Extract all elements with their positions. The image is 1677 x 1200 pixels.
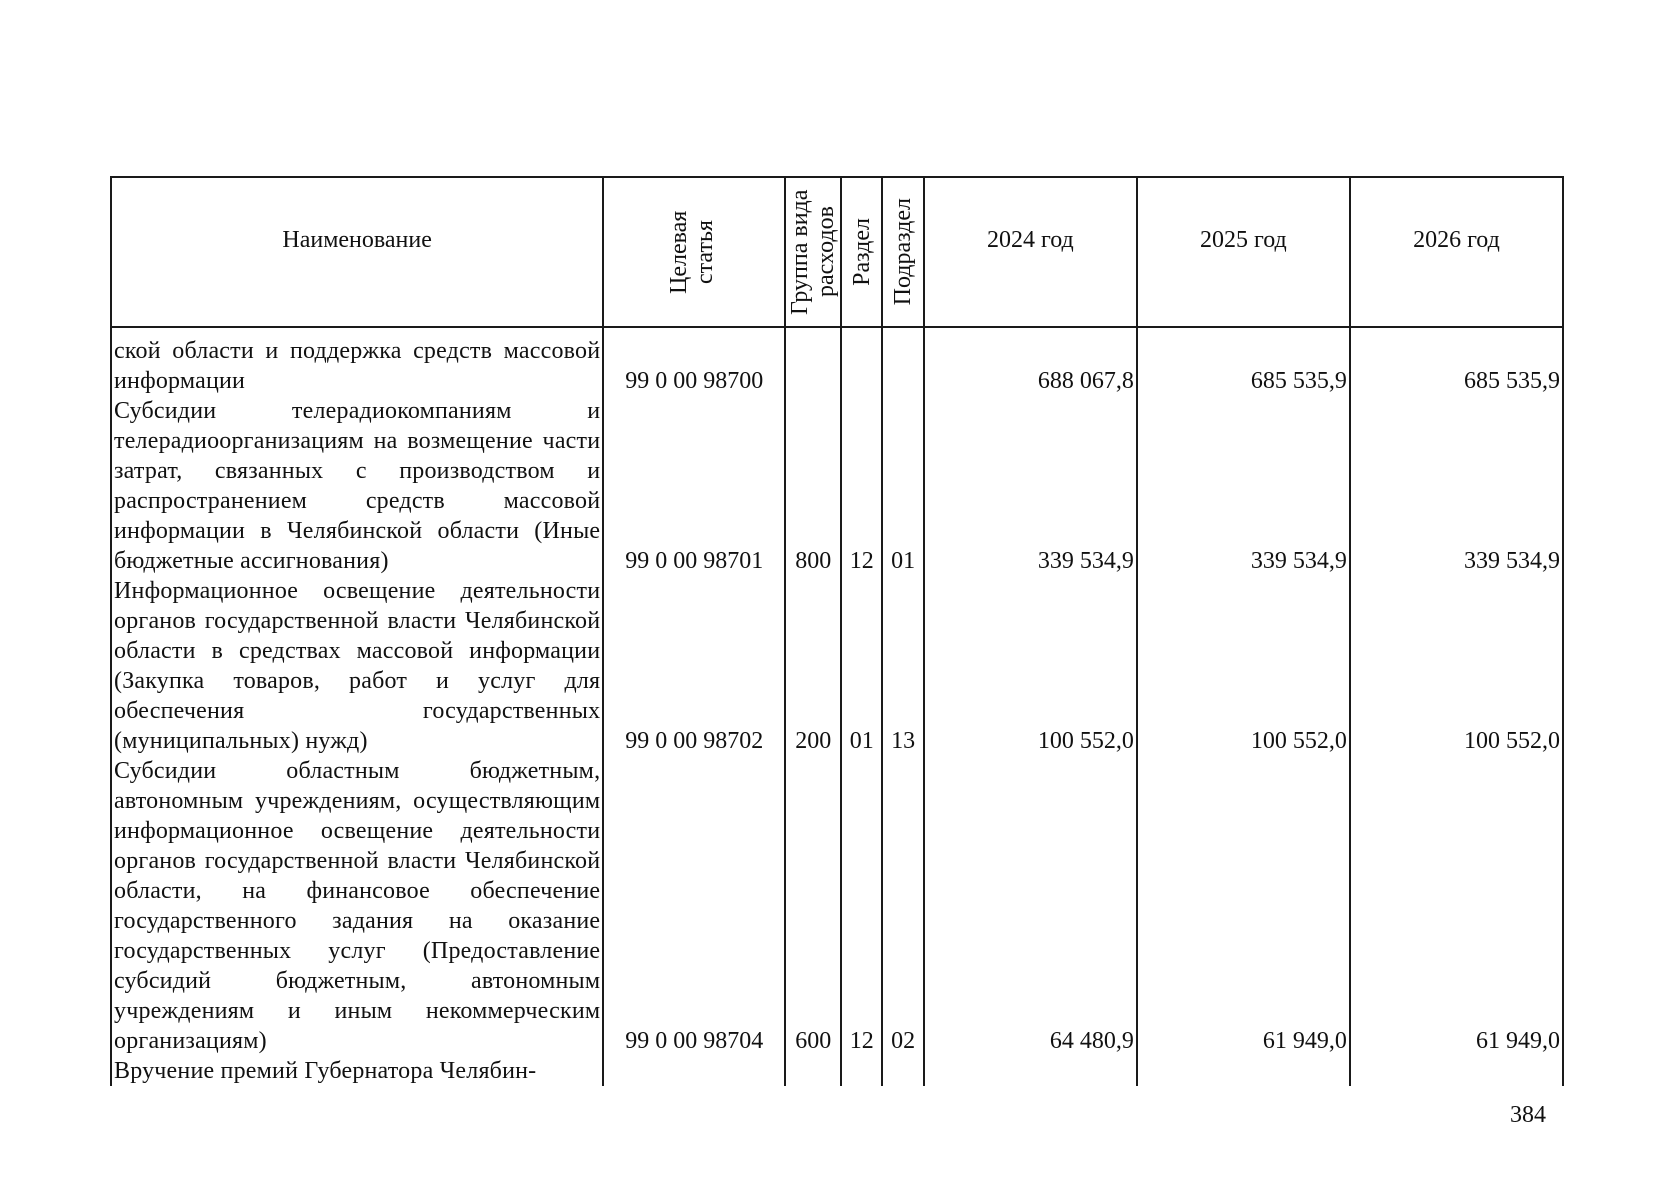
table-row: [111, 1056, 1563, 1086]
row-code: 99 0 00 98700: [603, 336, 785, 396]
row-name: Субсидии областным бюджетным, автономным учреждениям, осуществляющим информационное освещение деятельности органов государственной власти Челябинской области, на финансовое обеспечение государственного задания на оказание государственных услуг (Предоставление субсидий бюджетным, автономным учреждениям и иным некоммерческим организациям): [111, 756, 603, 1056]
header-name: [111, 177, 603, 327]
header-name-label: Наименование: [282, 227, 432, 253]
row-subsection: 01: [882, 396, 923, 576]
table-gap-row: [111, 327, 1563, 336]
row-section: [841, 336, 882, 396]
row-2026: 685 535,9: [1350, 336, 1563, 396]
row-group: [785, 1056, 841, 1086]
row-2026: 61 949,0: [1350, 756, 1563, 1056]
header-target-article-label: Целевая статья: [666, 210, 719, 294]
row-2025: 685 535,9: [1137, 336, 1350, 396]
row-2025: 100 552,0: [1137, 576, 1350, 756]
header-subsection: [882, 177, 923, 327]
row-2024: 64 480,9: [924, 756, 1137, 1056]
row-2026: 100 552,0: [1350, 576, 1563, 756]
row-group: 800: [785, 396, 841, 576]
row-code: [603, 1056, 785, 1086]
table-row: [111, 336, 1563, 396]
row-name: ской области и поддержка средств массовой информации: [111, 336, 603, 396]
row-section: 12: [841, 756, 882, 1056]
header-2026-label: 2026 год: [1413, 227, 1500, 253]
header-2025: [1137, 177, 1350, 327]
budget-table: [110, 176, 1564, 1086]
header-expense-group: [785, 177, 841, 327]
row-name: Субсидии телерадиокомпаниям и телерадиоорганизациям на возмещение части затрат, связанных с производством и распространением средств массовой информации в Челябинской области (Иные бюджетные ассигнования): [111, 396, 603, 576]
table-row: [111, 576, 1563, 756]
row-2024: 688 067,8: [924, 336, 1137, 396]
row-section: 12: [841, 396, 882, 576]
row-subsection: [882, 336, 923, 396]
row-2024: 339 534,9: [924, 396, 1137, 576]
header-section-label: Раздел: [848, 218, 875, 286]
row-subsection: 02: [882, 756, 923, 1056]
row-code: 99 0 00 98704: [603, 756, 785, 1056]
row-2026: [1350, 1056, 1563, 1086]
header-subsection-label: Подраздел: [890, 198, 917, 306]
table-row: [111, 396, 1563, 576]
table-row: [111, 756, 1563, 1056]
header-2024: [924, 177, 1137, 327]
table-header-row: [111, 177, 1563, 327]
row-subsection: [882, 1056, 923, 1086]
header-section: [841, 177, 882, 327]
row-2024: 100 552,0: [924, 576, 1137, 756]
row-group: 200: [785, 576, 841, 756]
row-2025: [1137, 1056, 1350, 1086]
header-2025-label: 2025 год: [1200, 227, 1287, 253]
row-section: 01: [841, 576, 882, 756]
row-subsection: 13: [882, 576, 923, 756]
header-target-article: [603, 177, 785, 327]
row-section: [841, 1056, 882, 1086]
page-number: 384: [1510, 1102, 1546, 1128]
row-2026: 339 534,9: [1350, 396, 1563, 576]
row-group: 600: [785, 756, 841, 1056]
row-code: 99 0 00 98701: [603, 396, 785, 576]
header-2024-label: 2024 год: [986, 227, 1074, 253]
row-2025: 339 534,9: [1137, 396, 1350, 576]
row-2025: 61 949,0: [1137, 756, 1350, 1056]
row-name: Информационное освещение деятельности органов государственной власти Челябинской области в средствах массовой информации (Закупка товаров, работ и услуг для обеспечения государственных (муниципальных) нужд): [111, 576, 603, 756]
row-2024: [924, 1056, 1137, 1086]
row-name: Вручение премий Губернатора Челябин-: [111, 1056, 603, 1086]
row-group: [785, 336, 841, 396]
header-expense-group-label: Группа вида расходов: [787, 189, 840, 315]
header-2026: [1350, 177, 1563, 327]
row-code: 99 0 00 98702: [603, 576, 785, 756]
